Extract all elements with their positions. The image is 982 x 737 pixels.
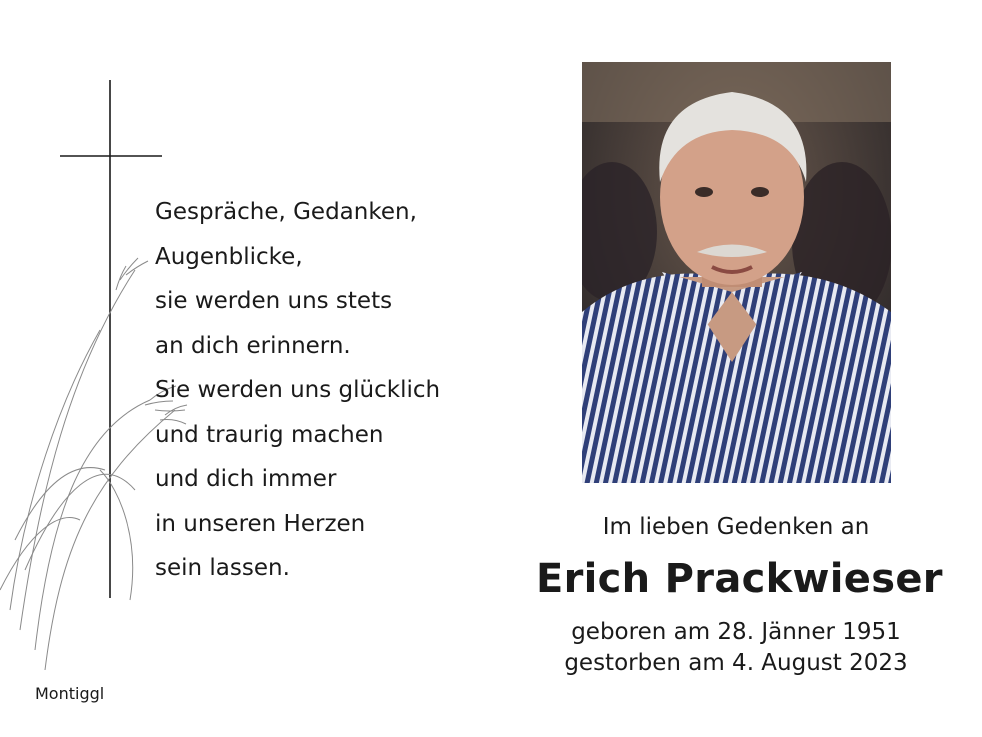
- poem-line: in unseren Herzen: [155, 510, 366, 537]
- poem-line: und traurig machen: [155, 421, 384, 448]
- place-label: Montiggl: [35, 684, 105, 703]
- poem-line: und dich immer: [155, 466, 337, 492]
- portrait-photo: [582, 62, 891, 483]
- poem-line: an dich erinnern.: [155, 332, 351, 359]
- poem-line: Gespräche, Gedanken,: [155, 199, 417, 225]
- death-date: gestorben am 4. August 2023: [564, 650, 908, 676]
- poem: [155, 190, 535, 591]
- deceased-name: Erich Prackwieser: [536, 556, 943, 602]
- cross-icon: [60, 80, 162, 598]
- portrait-illustration: [582, 62, 891, 483]
- poem-line: sie werden uns stets: [155, 288, 393, 314]
- poem-line: Sie werden uns glücklich: [155, 377, 441, 403]
- poem-line: sein lassen.: [155, 555, 290, 581]
- poem-line: Augenblicke,: [155, 243, 303, 270]
- birth-date: geboren am 28. Jänner 1951: [571, 619, 901, 645]
- memorial-intro: Im lieben Gedenken an: [602, 514, 870, 540]
